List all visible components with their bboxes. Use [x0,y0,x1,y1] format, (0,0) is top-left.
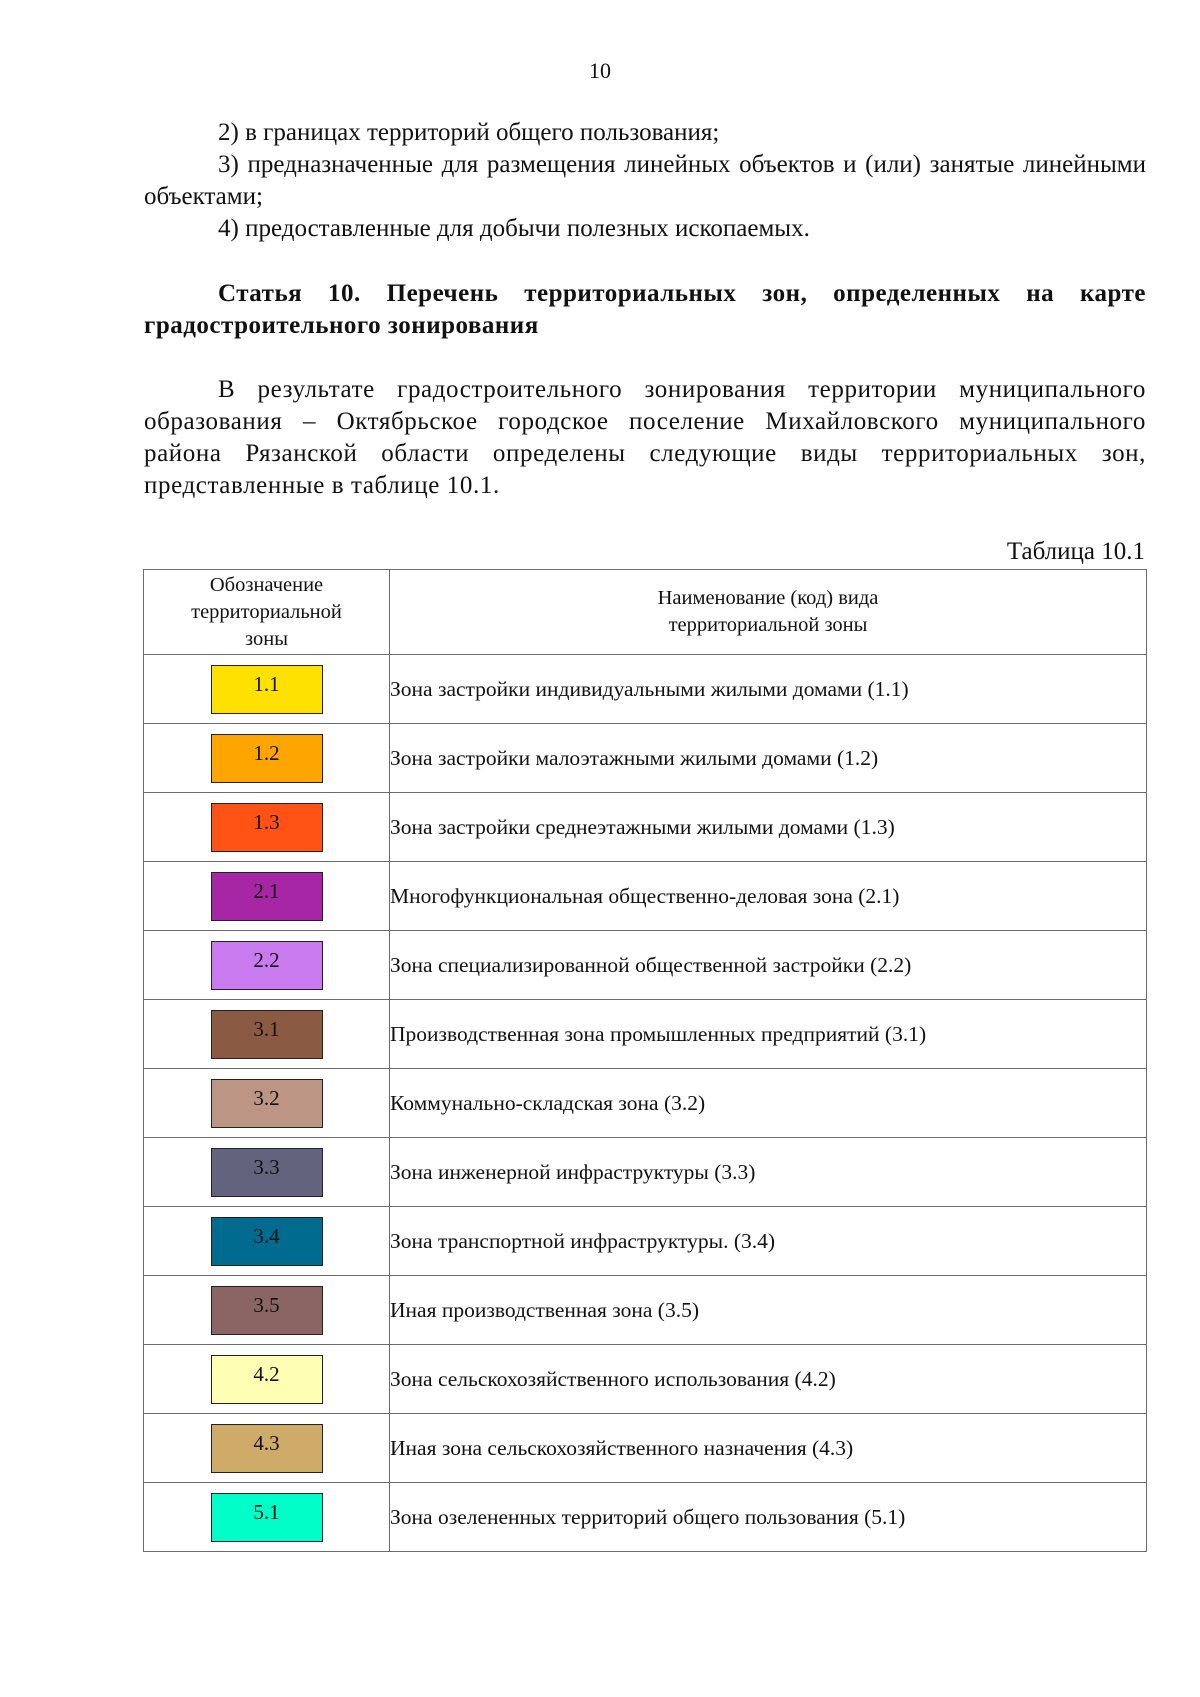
list-items [144,117,1146,245]
zone-symbol-cell [144,655,390,724]
zone-color-swatch: 3.2 [211,1079,323,1128]
table-header-row [144,570,1147,655]
zone-symbol-cell [144,1069,390,1138]
zone-symbol-cell [144,862,390,931]
list-item: 2) в границах территорий общего пользования; [218,119,720,146]
zone-name-cell: Зона застройки индивидуальными жилыми домами (1.1) [390,655,1147,724]
table-caption: Таблица 10.1 [1006,538,1145,565]
table-row [144,1069,1147,1138]
zone-name-cell: Зона инженерной инфраструктуры (3.3) [390,1138,1147,1207]
zone-symbol-cell [144,793,390,862]
zone-color-swatch: 1.1 [211,665,323,714]
zone-color-swatch: 1.3 [211,803,323,852]
zone-color-swatch: 4.2 [211,1355,323,1404]
table-row [144,724,1147,793]
table-row [144,1276,1147,1345]
article-section [144,278,1146,342]
zone-symbol-cell [144,1483,390,1552]
zone-color-swatch: 3.5 [211,1286,323,1335]
zone-name-cell: Зона застройки среднеэтажными жилыми домами (1.3) [390,793,1147,862]
zone-name-cell: Иная зона сельскохозяйственного назначения (4.3) [390,1414,1147,1483]
zone-name-cell: Зона застройки малоэтажными жилыми домами (1.2) [390,724,1147,793]
zone-color-swatch: 3.3 [211,1148,323,1197]
zone-color-swatch: 3.4 [211,1217,323,1266]
table-row [144,793,1147,862]
zone-name-cell: Многофункциональная общественно-деловая зона (2.1) [390,862,1147,931]
zone-name-cell: Зона сельскохозяйственного использования (4.2) [390,1345,1147,1414]
list-item: 3) предназначенные для размещения линейных объектов и (или) занятые линейными объектами; [144,151,1146,210]
zone-symbol-cell [144,1000,390,1069]
zone-color-swatch: 3.1 [211,1010,323,1059]
zone-color-swatch: 2.1 [211,872,323,921]
table-row [144,1414,1147,1483]
zones-table [143,569,1147,1552]
zone-name-cell: Зона озелененных территорий общего пользования (5.1) [390,1483,1147,1552]
zone-symbol-cell [144,1345,390,1414]
list-item: 4) предоставленные для добычи полезных ископаемых. [218,215,810,242]
zone-color-swatch: 4.3 [211,1424,323,1473]
table-row [144,931,1147,1000]
zone-color-swatch: 5.1 [211,1493,323,1542]
zone-name-cell: Производственная зона промышленных предприятий (3.1) [390,1000,1147,1069]
zone-symbol-cell [144,1414,390,1483]
table-row [144,1345,1147,1414]
page-number: 10 [589,58,611,83]
zone-symbol-cell [144,1207,390,1276]
intro-paragraph: В результате градостроительного зонирования территории муниципального образования – Октябрьское городское поселение Михайловского муниципального района Рязанской области определены следующие виды территориальных зон, представленные в таблице 10.1. [144,376,1146,499]
table-row [144,1000,1147,1069]
zone-symbol-cell [144,931,390,1000]
zone-symbol-cell [144,724,390,793]
zone-name-cell: Коммунально-складская зона (3.2) [390,1069,1147,1138]
header-name: Наименование (код) вида территориальной зоны [390,570,1147,655]
zone-name-cell: Зона транспортной инфраструктуры. (3.4) [390,1207,1147,1276]
article-heading: Статья 10. Перечень территориальных зон, определенных на карте градостроительного зонирования [144,280,1146,339]
table-body [144,655,1147,1552]
intro-section [144,374,1146,502]
header-symbol: Обозначение территориальной зоны [144,570,390,655]
zone-name-cell: Зона специализированной общественной застройки (2.2) [390,931,1147,1000]
table-row [144,655,1147,724]
zone-symbol-cell [144,1138,390,1207]
table-row [144,1138,1147,1207]
table-row [144,1207,1147,1276]
zone-name-cell: Иная производственная зона (3.5) [390,1276,1147,1345]
zone-color-swatch: 1.2 [211,734,323,783]
zone-color-swatch: 2.2 [211,941,323,990]
zone-symbol-cell [144,1276,390,1345]
table-row [144,862,1147,931]
table-row [144,1483,1147,1552]
